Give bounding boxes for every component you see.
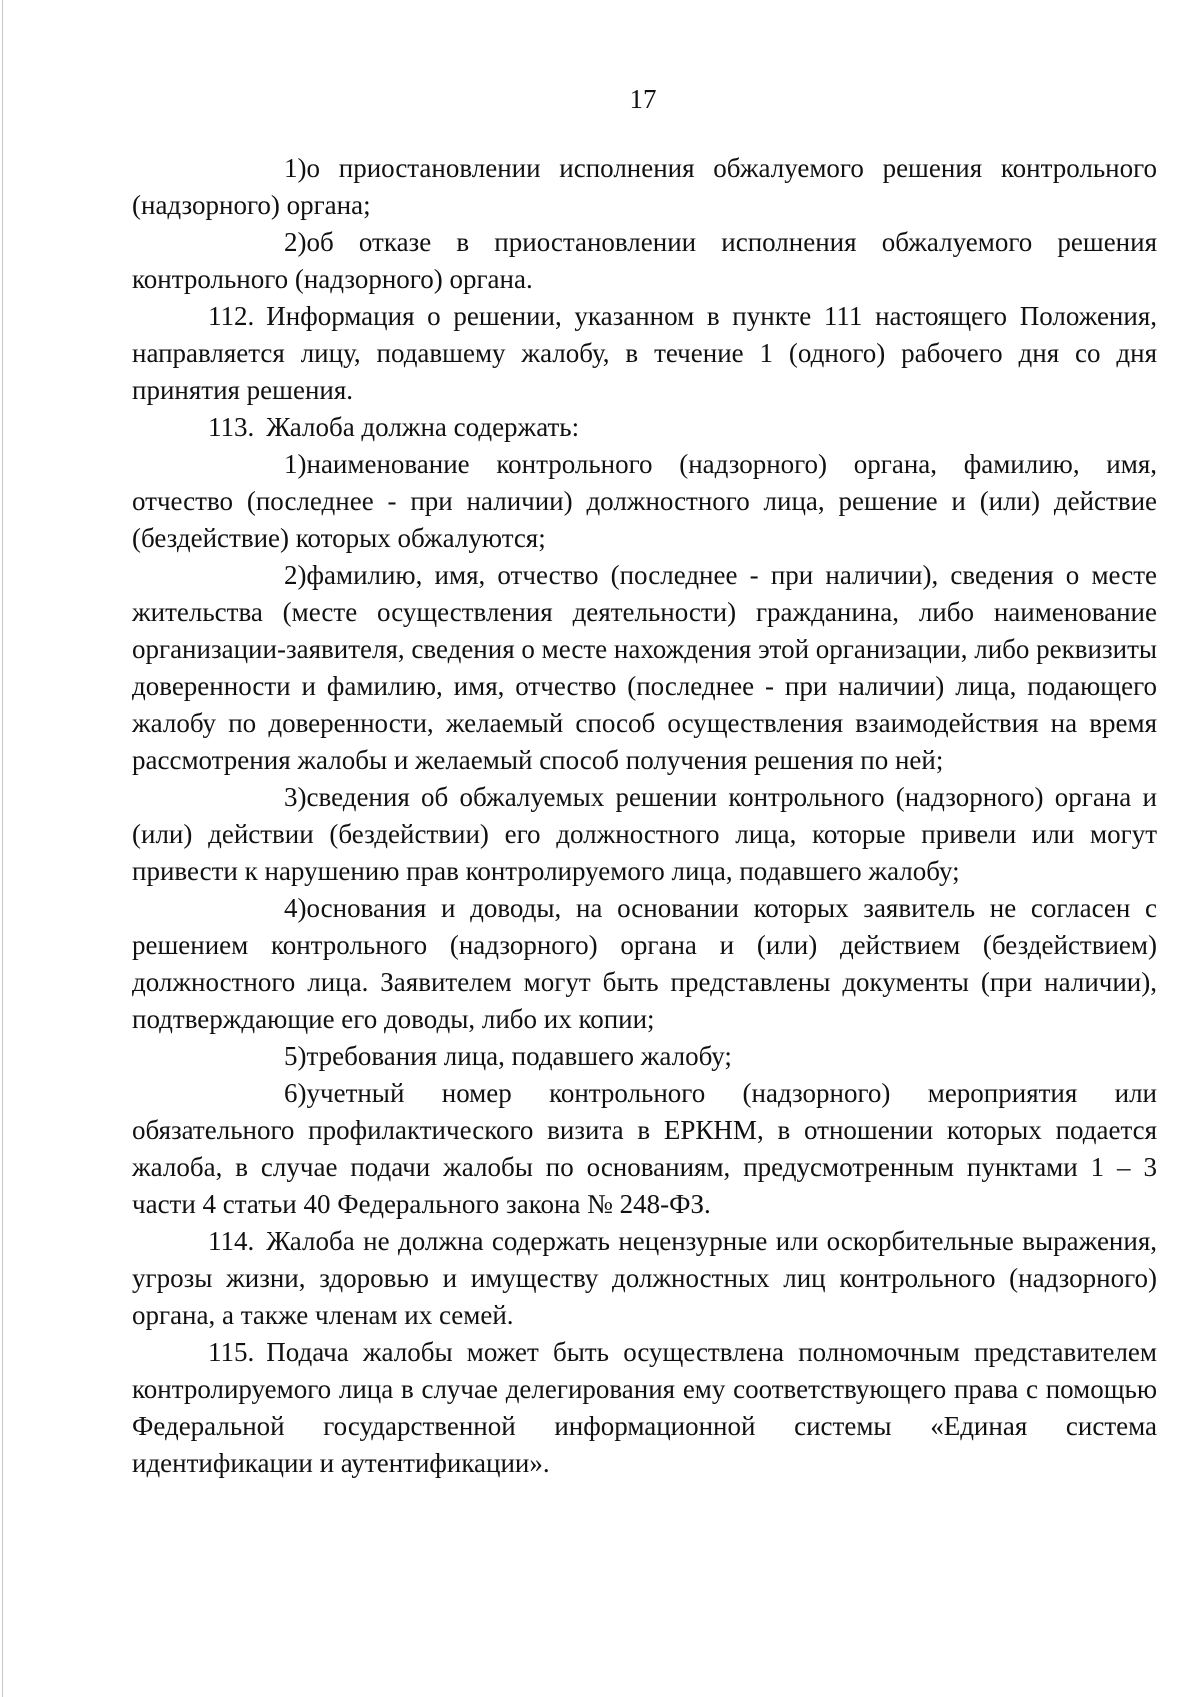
paragraph-text: сведения об обжалуемых решении контрольного (надзорного) органа и (или) действии (бездействии) его должностного лица, которые привели или могут привести к нарушению прав контролируемого лица, подавшего жалобу; [132,782,1157,886]
paragraph [132,409,1157,446]
paragraph [132,1334,1157,1482]
paragraph-text: Жалоба не должна содержать нецензурные или оскорбительные выражения, угрозы жизни, здоровью и имуществу должностных лиц контрольного (надзорного) органа, а также членам их семей. [132,1226,1157,1330]
paragraph [132,298,1157,409]
paragraph [132,557,1157,779]
clause-number: 114. [208,1226,255,1256]
paragraph-text: требования лица, подавшего жалобу; [306,1041,732,1071]
paragraph-text: наименование контрольного (надзорного) органа, фамилию, имя, отчество (последнее - при наличии) должностного лица, решение и (или) действие (бездействие) которых обжалуются; [132,449,1157,553]
clause-number: 115. [208,1337,255,1367]
item-number: 1) [284,153,307,183]
document-body [132,150,1157,1482]
clause-number: 112. [208,301,255,331]
paragraph-text: учетный номер контрольного (надзорного) мероприятия или обязательного профилактического визита в ЕРКНМ, в отношении которых подается жалоба, в случае подачи жалобы по основаниям, предусмотренным пунктами 1 – 3 части 4 статьи 40 Федерального закона № 248-ФЗ. [132,1078,1157,1219]
paragraph [132,1038,1157,1075]
item-number: 1) [284,449,307,479]
item-number: 2) [284,227,307,257]
item-number: 4) [284,893,307,923]
paragraph-text: фамилию, имя, отчество (последнее - при наличии), сведения о месте жительства (месте осуществления деятельности) гражданина, либо наименование организации-заявителя, сведения о месте нахождения этой организации, либо реквизиты доверенности и фамилию, имя, отчество (последнее - при наличии) лица, подающего жалобу по доверенности, желаемый способ осуществления взаимодействия на время рассмотрения жалобы и желаемый способ получения решения по ней; [132,560,1158,775]
paragraph [132,150,1157,224]
paragraph-text: Жалоба должна содержать: [266,412,580,442]
paragraph-text: о приостановлении исполнения обжалуемого решения контрольного (надзорного) органа; [132,153,1157,220]
paragraph [132,1075,1157,1223]
paragraph-text: основания и доводы, на основании которых заявитель не согласен с решением контрольного (надзорного) органа и (или) действием (бездействием) должностного лица. Заявителем могут быть представлены документы (при наличии), подтверждающие его доводы, либо их копии; [132,893,1157,1034]
paragraph-text: Информация о решении, указанном в пункте 111 настоящего Положения, направляется лицу, подавшему жалобу, в течение 1 (одного) рабочего дня со дня принятия решения. [132,301,1157,405]
paragraph [132,1223,1157,1334]
paragraph [132,446,1157,557]
paragraph [132,224,1157,298]
paragraph-text: об отказе в приостановлении исполнения обжалуемого решения контрольного (надзорного) органа. [132,227,1157,294]
page-number: 17 [629,84,657,114]
clause-number: 113. [208,412,255,442]
paragraph-text: Подача жалобы может быть осуществлена полномочным представителем контролируемого лица в случае делегирования ему соответствующего права с помощью Федеральной государственной информационной системы «Единая система идентификации и аутентификации». [132,1337,1157,1478]
item-number: 2) [284,560,307,590]
paragraph [132,779,1157,890]
item-number: 5) [284,1041,307,1071]
paragraph [132,890,1157,1038]
item-number: 6) [284,1078,307,1108]
scan-edge-line [2,0,3,1697]
item-number: 3) [284,782,307,812]
